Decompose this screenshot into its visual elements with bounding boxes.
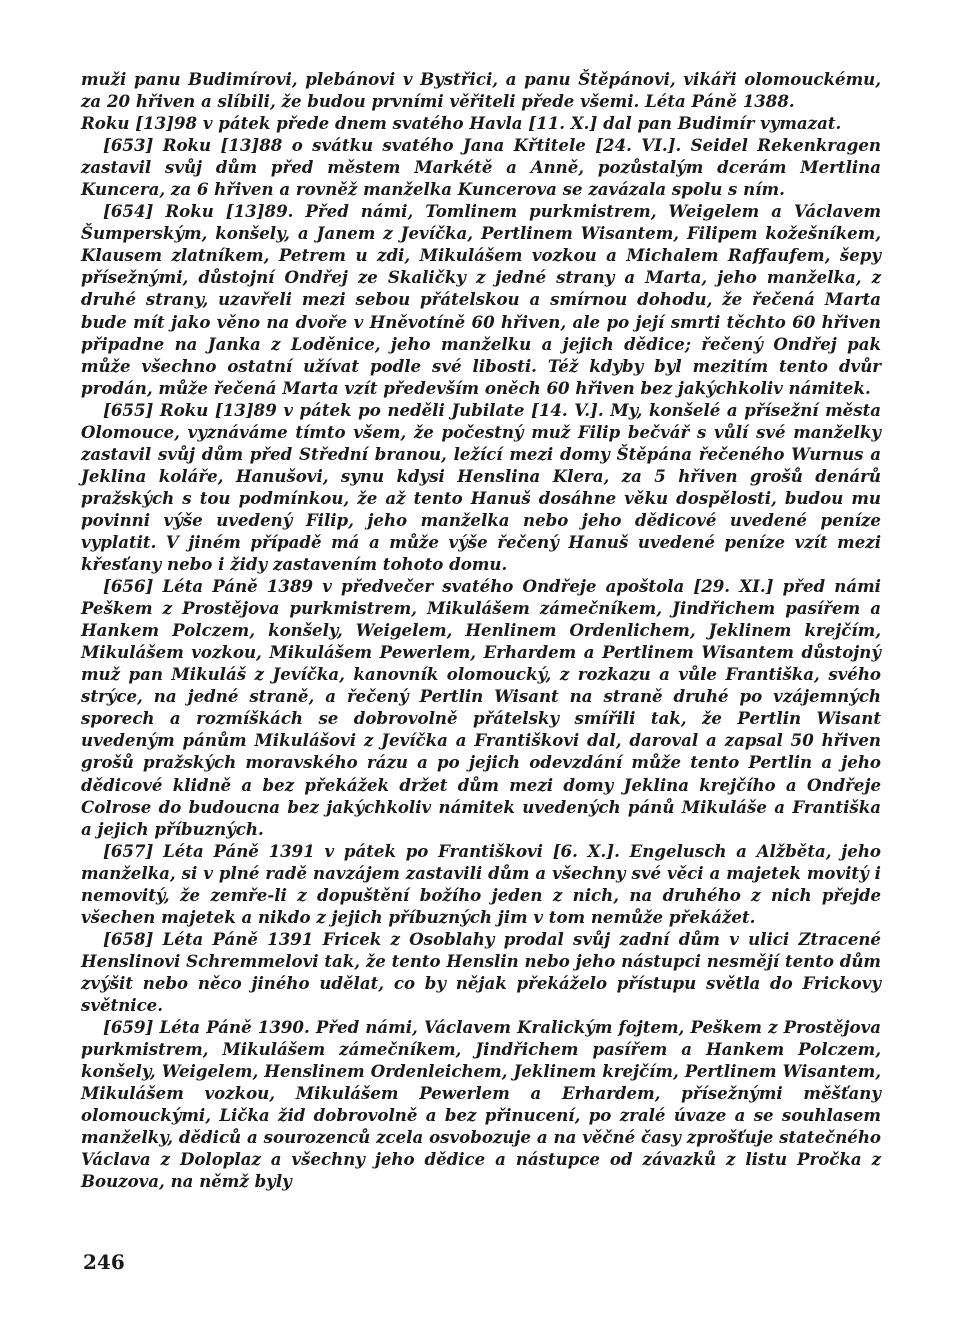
paragraph-entry-653: [653] Roku [13]88 o svátku svatého Jana Křtitele [24. VI.]. Seidel Rekenkragen zastavil svůj dům před městem Markétě a Anně, pozůstalým dcerám Mertlina Kuncera, za 6 hřiven a rovněž manželka Kuncerova se zavázala spolu s ním. xyxy=(81,135,881,200)
page-number: 246 xyxy=(83,1250,125,1274)
paragraph-entry-655: [655] Roku [13]89 v pátek po neděli Jubilate [14. V.]. My, konšelé a přísežní města Olomouce, vyznáváme tímto všem, že počestný muž Filip bečvář s vůlí své manželky zastavil svůj dům před Střední branou, ležící mezi domy Štěpána řečeného Wurnus a Jeklina koláře, Hanušovi, synu kdysi Henslina Klera, za 5 hřiven grošů denárů pražských s tou podmínkou, že až tento Hanuš dosáhne věku dospělosti, budou mu povinni výše uvedený Filip, jeho manželka nebo jeho dědicové uvedené peníze vyplatit. V jiném případě má a může výše řečený Hanuš uvedené peníze vzít mezi křesťany nebo i židy zastavením tohoto domu. xyxy=(81,399,881,575)
paragraph-continuation: muži panu Budimírovi, plebánovi v Bystřici, a panu Štěpánovi, vikáři olomouckému, za 20 hřiven a slíbili, že budou prvními věřiteli přede všemi. Léta Páně 1388. xyxy=(81,69,881,112)
document-text xyxy=(81,68,881,1192)
paragraph-entry-659: [659] Léta Páně 1390. Před námi, Václavem Kralickým fojtem, Peškem z Prostějova purkmistrem, Mikulášem zámečníkem, Jindřichem pasířem a Hankem Polczem, konšely, Weigelem, Henslinem Ordenleichem, Jeklinem krejčím, Pertlinem Wisantem, Mikulášem vozkou, Mikulášem Pewerlem a Erhardem, přísežnými měšťany olomouckými, Lička žid dobrovolně a bez přinucení, po zralé úvaze a se souhlasem manželky, dědiců a sourozenců zcela osvobozuje a na věčné časy zprošťuje statečného Václava z Doloplaz a všechny jeho dědice a nástupce od závazků z listu Pročka z Bouzova, na němž byly xyxy=(81,1017,881,1192)
paragraph-entry-654: [654] Roku [13]89. Před námi, Tomlinem purkmistrem, Weigelem a Václavem Šumperským, konšely, a Janem z Jevíčka, Pertlinem Wisantem, Filipem kožešníkem, Klausem zlatníkem, Petrem u zdi, Mikulášem vozkou a Michalem Raffaufem, šepy přísežnými, důstojní Ondřej ze Skaličky z jedné strany a Marta, jeho manželka, z druhé strany, uzavřeli mezi sebou přátelskou a smírnou dohodu, že řečená Marta bude mít jako věno na dvoře v Hněvotíně 60 hřiven, ale po její smrti těchto 60 hřiven připadne na Janka z Loděnice, jeho manželku a jejich dědice; řečený Ondřej pak může všechno ostatní užívat podle své libosti. Též kdyby byl mezitím tento dvůr prodán, může řečená Marta vzít především oněch 60 hřiven bez jakýchkoliv námitek. xyxy=(81,201,881,398)
paragraph-note-1398: Roku [13]98 v pátek přede dnem svatého Havla [11. X.] dal pan Budimír vymazat. xyxy=(81,113,842,134)
paragraph-entry-658: [658] Léta Páně 1391 Fricek z Osoblahy prodal svůj zadní dům v ulici Ztracené Henslinovi Schremmelovi tak, že tento Henslin nebo jeho nástupci nesmějí tento dům zvýšit nebo něco jiného udělat, co by nějak překáželo přístupu světla do Frickovy světnice. xyxy=(81,928,881,1015)
paragraph-entry-657: [657] Léta Páně 1391 v pátek po Františkovi [6. X.]. Engelusch a Alžběta, jeho manželka, si v plné radě navzájem zastavili dům a všechny své věci a majetek movitý i nemovitý, že zemře-li z dopuštění božího jeden z nich, na druhého z nich přejde všechen majetek a nikdo z jejich příbuzných jim v tom nemůže překážet. xyxy=(81,840,881,927)
paragraph-entry-656: [656] Léta Páně 1389 v předvečer svatého Ondřeje apoštola [29. XI.] před námi Peškem z Prostějova purkmistrem, Mikulášem zámečníkem, Jindřichem pasířem a Hankem Polczem, konšely, Weigelem, Henlinem Ordenlichem, Jeklinem krejčím, Mikulášem vozkou, Mikulášem Pewerlem, Erhardem a Pertlinem Wisantem důstojný muž pan Mikuláš z Jevíčka, kanovník olomoucký, z rozkazu a vůle Františka, svého strýce, na jedné straně, a řečený Pertlin Wisant na straně druhé po vzájemných sporech a rozmíškách se dobrovolně přátelsky smířili tak, že Pertlin Wisant uvedeným pánům Mikulášovi z Jevíčka a Františkovi dal, daroval a zapsal 50 hřiven grošů pražských moravského rázu a po jejich odevzdání může tento Pertlin a jeho dědicové klidně a bez překážek držet dům mezi domy Jeklina krejčího a Ondřeje Colrose do budoucna bez jakýchkoliv námitek uvedených pánů Mikuláše a Františka a jejich příbuzných. xyxy=(81,576,881,839)
